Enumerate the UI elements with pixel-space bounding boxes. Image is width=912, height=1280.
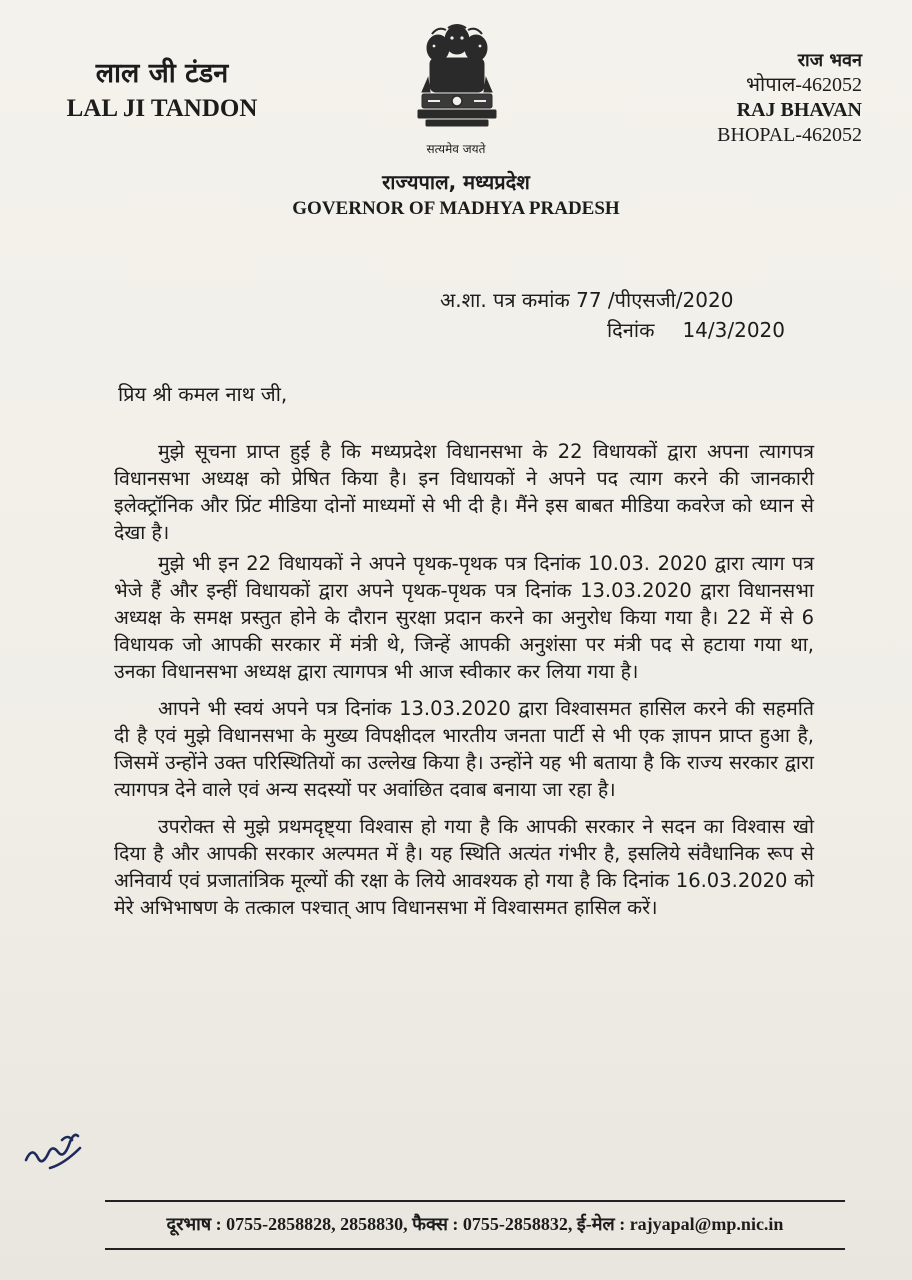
ashoka-emblem-icon	[412, 22, 502, 142]
sender-name-block	[52, 58, 272, 124]
date-label: दिनांक	[607, 318, 655, 342]
address-hindi-line1: राज भवन	[797, 50, 862, 71]
footer-contact: दूरभाष : 0755-2858828, 2858830, फैक्स : 0755-2858832, ई-मेल : rajyapal@mp.nic.in	[166, 1214, 784, 1234]
letter-body	[114, 438, 814, 925]
paragraph: मुझे भी इन 22 विधायकों ने अपने पृथक-पृथक पत्र दिनांक 10.03. 2020 द्वारा त्याग पत्र भेजे हैं और इन्हीं विधायकों द्वारा अपने पृथक-पृथक पत्र दिनांक 13.03.2020 द्वारा विधानसभा अध्यक्ष के समक्ष प्रस्तुत होने के दौरान सुरक्षा प्रदान करने का अनुरोध किया गया है। 22 में से 6 विधायक जो आपकी सरकार में मंत्री थे, जिन्हें आपकी अनुशंसा पर मंत्री पद से हटाया गया था, उनका विधानसभा अध्यक्ष द्वारा त्यागपत्र भी आज स्वीकार कर लिया गया है।	[114, 552, 814, 683]
address-hindi-line2: भोपाल-462052	[745, 74, 862, 96]
address-english-line2: BHOPAL-462052	[717, 124, 862, 146]
office-title-hindi: राज्यपाल, मध्यप्रदेश	[382, 170, 530, 194]
sender-name-english: LAL JI TANDON	[66, 95, 258, 122]
paragraph: मुझे सूचना प्राप्त हुई है कि मध्यप्रदेश विधानसभा के 22 विधायकों द्वारा अपना त्यागपत्र विधानसभा अध्यक्ष को प्रेषित किया है। इन विधायकों ने अपने पद त्याग करने की जानकारी इलेक्ट्रॉनिक और प्रिंट मीडिया दोनों माध्यमों से भी दी है। मैंने इस बाबत मीडिया कवरेज को ध्यान से देखा है।	[114, 440, 814, 544]
address-block	[672, 48, 862, 148]
emblem-motto: सत्यमेव जयते	[426, 142, 486, 156]
letter-date	[607, 318, 827, 342]
address-english-line1: RAJ BHAVAN	[736, 99, 862, 121]
paragraph: उपरोक्त से मुझे प्रथमदृष्ट्या विश्वास हो गया है कि आपकी सरकार ने सदन का विश्वास खो दिया है और आपकी सरकार अल्पमत में है। यह स्थिति अत्यंत गंभीर है, इसलिये संवैधानिक रूप से अनिवार्य एवं प्रजातांत्रिक मूल्यों की रक्षा के लिये आवश्यक हो गया है कि दिनांक 16.03.2020 को मेरे अभिभाषण के तत्काल पश्चात् आप विधानसभा में विश्वासमत हासिल करें।	[114, 815, 814, 919]
salutation: प्रिय श्री कमल नाथ जी,	[118, 382, 288, 406]
footer-divider-bottom	[105, 1248, 845, 1250]
handwritten-signature-icon	[20, 1120, 92, 1180]
paragraph: आपने भी स्वयं अपने पत्र दिनांक 13.03.2020 द्वारा विश्वासमत हासिल करने की सहमति दी है एवं मुझे विधानसभा के मुख्य विपक्षीदल भारतीय जनता पार्टी से भी एक ज्ञापन प्राप्त हुआ है, जिसमें उन्होंने उक्त परिस्थितियों का उल्लेख किया है। उन्होंने यह भी बताया है कि राज्य सरकार द्वारा त्यागपत्र देने वाले एवं अन्य सदस्यों पर अवांछित दवाब बनाया जा रहा है।	[114, 697, 814, 801]
footer-divider-top	[105, 1200, 845, 1202]
reference-number: अ.शा. पत्र कमांक 77 /पीएसजी/2020	[440, 288, 734, 312]
date-value: 14/3/2020	[682, 318, 786, 342]
sender-name-hindi: लाल जी टंडन	[95, 58, 229, 89]
office-title-english: GOVERNOR OF MADHYA PRADESH	[292, 198, 620, 219]
